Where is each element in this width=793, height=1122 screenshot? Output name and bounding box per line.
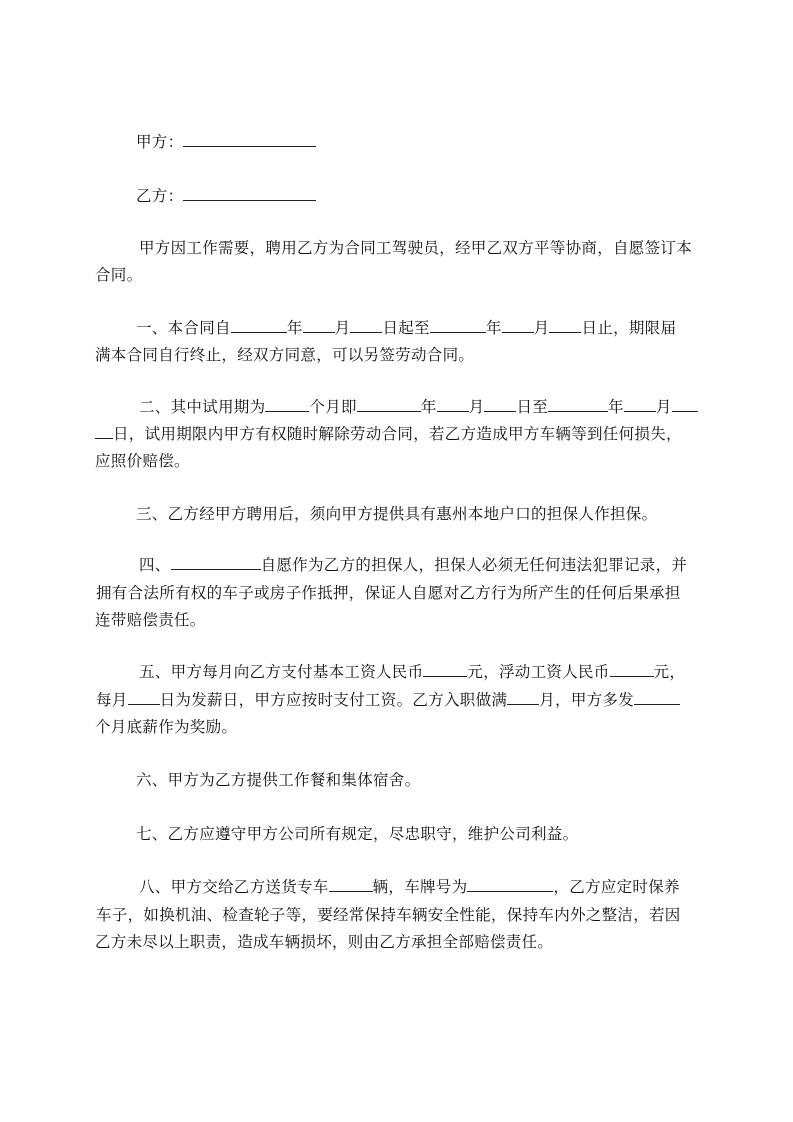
- clause-5-text-b: 元，浮动工资人民币: [467, 663, 610, 681]
- clause-1-text-e: 年: [485, 319, 502, 337]
- clause-2-text-f: 年: [608, 398, 624, 416]
- clause-8-text-a: 八、甲方交给乙方送货专车: [139, 878, 329, 896]
- clause-4-line-3: 连带赔偿责任。: [95, 611, 206, 629]
- clause-4-line-2: 拥有合法所有权的车子或房子作抵押，保证人自愿对乙方行为所产生的任何后果承担: [96, 584, 681, 602]
- party-b-blank[interactable]: [183, 186, 316, 201]
- clause-2-start-day-blank[interactable]: [484, 397, 516, 412]
- clause-2-text-c: 年: [420, 398, 437, 416]
- clause-1-end-day-blank[interactable]: [549, 318, 581, 333]
- clause-5-line-2: [96, 690, 706, 710]
- clause-2-text-a: 二、其中试用期为: [139, 398, 266, 416]
- clause-2-text-e: 日至: [516, 398, 549, 416]
- clause-5-bonus-months-blank[interactable]: [634, 690, 680, 705]
- clause-2-end-day-blank-b[interactable]: [95, 424, 113, 439]
- clause-5-line-1: [139, 662, 749, 682]
- clause-5-text-c: 元，: [653, 663, 686, 681]
- clause-5-months-served-blank[interactable]: [507, 690, 539, 705]
- clause-8-plate-number-blank[interactable]: [467, 877, 553, 892]
- clause-2-line-2: [95, 424, 705, 444]
- party-a-blank[interactable]: [183, 132, 316, 147]
- clause-1-text-a: 一、本合同自: [136, 319, 231, 337]
- clause-5-text-d: 每月: [96, 691, 128, 709]
- clause-8-line-3: 乙方未尽以上职责，造成车辆损坏，则由乙方承担全部赔偿责任。: [95, 933, 554, 951]
- party-a-label: 甲方：: [136, 133, 184, 151]
- clause-2-end-day-blank-a[interactable]: [672, 397, 698, 412]
- clause-3-line-1: 三、乙方经甲方聘用后，须向甲方提供具有惠州本地户口的担保人作担保。: [136, 505, 658, 523]
- clause-1-text-f: 月: [533, 319, 550, 337]
- intro-line-2: 合同。: [95, 266, 143, 284]
- clause-5-text-e: 日为发薪日，甲方应按时支付工资。乙方入职做满: [159, 691, 508, 709]
- clause-1-text-d: 日起至: [382, 319, 430, 337]
- clause-1-start-year-blank[interactable]: [231, 318, 287, 333]
- clause-2-start-year-blank[interactable]: [357, 397, 421, 412]
- clause-2-text-g: 月: [655, 398, 672, 416]
- party-b-label: 乙方：: [136, 187, 184, 205]
- clause-4-line-1: [139, 555, 749, 575]
- clause-1-end-month-blank[interactable]: [502, 318, 534, 333]
- clause-2-start-month-blank[interactable]: [437, 397, 469, 412]
- clause-5-float-salary-blank[interactable]: [610, 662, 654, 677]
- clause-2-end-year-blank[interactable]: [548, 397, 608, 412]
- clause-4-text-a: 四、: [139, 556, 171, 574]
- clause-1-start-day-blank[interactable]: [350, 318, 382, 333]
- clause-2-end-month-blank[interactable]: [624, 397, 656, 412]
- clause-1-start-month-blank[interactable]: [303, 318, 335, 333]
- clause-2-line-3: 应照价赔偿。: [95, 452, 190, 470]
- party-a-line: [136, 132, 746, 152]
- clause-2-line-1: [139, 397, 749, 417]
- clause-2-text-d: 月: [468, 398, 485, 416]
- clause-4-text-b: 自愿作为乙方的担保人，担保人必须无任何违法犯罪记录，并: [260, 556, 688, 574]
- clause-5-line-3: 个月底薪作为奖励。: [95, 718, 238, 736]
- clause-7-line-1: 七、乙方应遵守甲方公司所有规定，尽忠职守，维护公司利益。: [136, 825, 579, 843]
- intro-line-1: 甲方因工作需要，聘用乙方为合同工驾驶员，经甲乙双方平等协商，自愿签订本: [139, 239, 693, 257]
- clause-2-text-b: 个月即: [309, 398, 357, 416]
- party-b-line: [136, 186, 746, 206]
- clause-1-line-1: [136, 318, 746, 338]
- clause-1-line-2: 满本合同自行终止，经双方同意，可以另签劳动合同。: [95, 346, 475, 364]
- clause-1-text-g: 日止，期限届: [581, 319, 677, 337]
- clause-8-line-2: 车子，如换机油、检查轮子等，要经常保持车辆安全性能，保持车内外之整洁，若因: [96, 906, 681, 924]
- clause-2-months-blank[interactable]: [265, 397, 309, 412]
- clause-5-payday-blank[interactable]: [128, 690, 160, 705]
- clause-5-base-salary-blank[interactable]: [423, 662, 467, 677]
- clause-1-end-year-blank[interactable]: [430, 318, 486, 333]
- clause-5-text-a: 五、甲方每月向乙方支付基本工资人民币: [139, 663, 424, 681]
- clause-8-vehicle-count-blank[interactable]: [329, 877, 373, 892]
- clause-6-line-1: 六、甲方为乙方提供工作餐和集体宿舍。: [136, 771, 421, 789]
- clause-2-text-h: 日，试用期限内甲方有权随时解除劳动合同，若乙方造成甲方车辆等到任何损失，: [113, 425, 682, 443]
- clause-8-line-1: [139, 877, 749, 897]
- clause-4-guarantor-blank[interactable]: [171, 555, 261, 570]
- clause-8-text-b: 辆，车牌号为: [372, 878, 468, 896]
- clause-1-text-c: 月: [334, 319, 351, 337]
- clause-8-text-c: ，乙方应定时保养: [553, 878, 680, 896]
- clause-1-text-b: 年: [286, 319, 303, 337]
- clause-5-text-f: 月，甲方多发: [539, 691, 635, 709]
